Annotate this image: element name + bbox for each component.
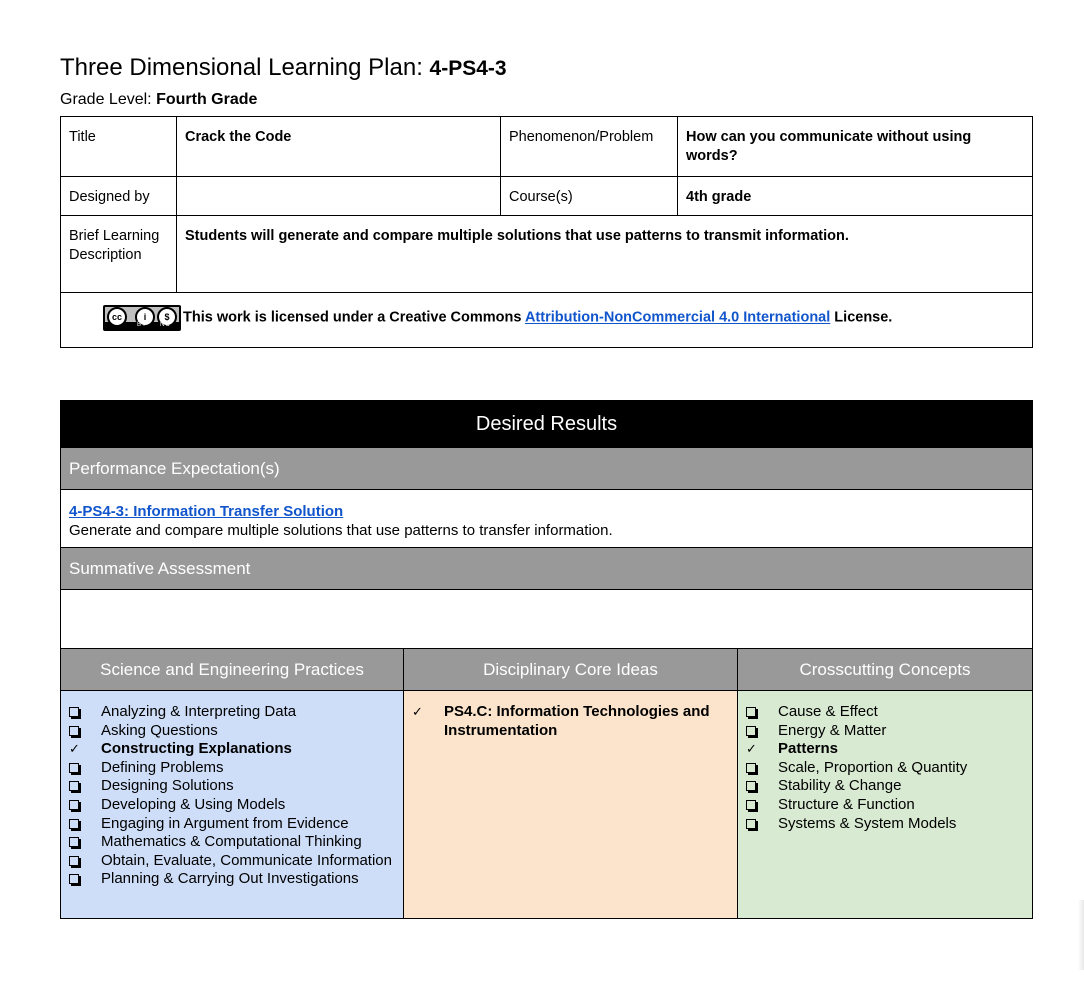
checkbox-icon[interactable] [746, 703, 762, 723]
license-cell [61, 293, 1033, 348]
checkbox-icon[interactable] [69, 796, 85, 816]
cc-list-cell [738, 691, 1033, 919]
designed-label-cell: Designed by [61, 177, 177, 216]
cc-item-label: Systems & System Models [778, 814, 957, 832]
checkbox-icon[interactable] [69, 703, 85, 723]
sep-item-label: Asking Questions [101, 721, 218, 739]
cc-item[interactable] [746, 796, 1026, 815]
checkbox-icon[interactable] [69, 870, 85, 890]
sep-item[interactable] [69, 703, 397, 722]
cc-list [746, 703, 1026, 833]
sep-item-label: Mathematics & Computational Thinking [101, 833, 362, 851]
brief-label-cell: Brief Learning Description [61, 216, 177, 293]
cc-item[interactable] [746, 703, 1026, 722]
performance-expectation-cell [61, 490, 1033, 548]
sep-item-label: Obtain, Evaluate, Communicate Information [101, 851, 392, 869]
sep-item-label: Defining Problems [101, 758, 224, 776]
sep-item-label: Constructing Explanations [101, 740, 292, 758]
dci-list [412, 703, 731, 740]
grade-value: Fourth Grade [156, 91, 258, 108]
checkbox-icon[interactable] [69, 777, 85, 797]
title-label-cell: Title [61, 117, 177, 177]
phenomenon-label-cell: Phenomenon/Problem [501, 117, 678, 177]
checkbox-icon[interactable] [746, 777, 762, 797]
checkbox-icon[interactable] [69, 815, 85, 835]
cc-item-label: Stability & Change [778, 777, 902, 795]
dci-item-label: PS4.C: Information Technologies and Instrumentation [444, 703, 710, 739]
phenomenon-value-cell[interactable]: How can you communicate without using words? [678, 117, 1033, 177]
sep-item[interactable] [69, 870, 397, 889]
scroll-edge [1078, 900, 1084, 970]
dci-list-cell [404, 691, 738, 919]
cc-item[interactable] [746, 740, 1026, 759]
checkbox-icon[interactable] [746, 722, 762, 742]
performance-expectations-heading: Performance Expectation(s) [61, 448, 1033, 490]
creative-commons-by-nc-icon[interactable]: cc i $ BY NC [103, 305, 181, 331]
checkbox-icon[interactable] [69, 722, 85, 742]
license-link[interactable]: Attribution-NonCommercial 4.0 International [524, 309, 831, 326]
desired-results-heading: Desired Results [61, 401, 1033, 448]
sep-item-label: Engaging in Argument from Evidence [101, 814, 349, 832]
checkbox-icon[interactable] [746, 815, 762, 835]
sep-item[interactable] [69, 722, 397, 741]
cc-item-label: Cause & Effect [778, 703, 878, 720]
title-value-cell[interactable]: Crack the Code [177, 117, 501, 177]
sep-list-cell [61, 691, 404, 919]
cc-item-label: Structure & Function [778, 795, 915, 813]
summative-assessment-cell[interactable] [61, 590, 1033, 649]
checkbox-icon[interactable] [746, 796, 762, 816]
license-text [183, 310, 892, 326]
sep-item-label: Designing Solutions [101, 777, 234, 795]
sep-item[interactable] [69, 852, 397, 871]
license-suffix: License. [830, 309, 893, 326]
page-title [60, 52, 507, 85]
plan-info-table [60, 116, 1033, 348]
dci-heading: Disciplinary Core Ideas [404, 649, 738, 691]
sep-item[interactable] [69, 740, 397, 759]
summative-assessment-heading: Summative Assessment [61, 548, 1033, 590]
pe-text: Generate and compare multiple solutions that use patterns to transfer information. [69, 522, 613, 539]
cc-item[interactable] [746, 722, 1026, 741]
sep-item-label: Planning & Carrying Out Investigations [101, 870, 359, 888]
cc-heading: Crosscutting Concepts [738, 649, 1033, 691]
license-prefix: This work is licensed under a Creative Commons [183, 309, 525, 326]
checkmark-icon[interactable]: ✓ [746, 741, 757, 757]
cc-item-label: Scale, Proportion & Quantity [778, 758, 968, 776]
course-value-cell[interactable]: 4th grade [678, 177, 1033, 216]
sep-item[interactable] [69, 759, 397, 778]
grade-level [60, 89, 257, 111]
pe-link[interactable]: 4-PS4-3: Information Transfer Solution [69, 503, 344, 520]
grade-label: Grade Level: [60, 91, 157, 108]
sep-item[interactable] [69, 815, 397, 834]
cc-item-label: Patterns [778, 740, 839, 758]
title-prefix: Three Dimensional Learning Plan: [60, 54, 430, 81]
checkmark-icon[interactable]: ✓ [69, 741, 80, 757]
cc-item[interactable] [746, 815, 1026, 834]
sep-item-label: Developing & Using Models [101, 795, 286, 813]
checkbox-icon[interactable] [746, 759, 762, 779]
brief-value-cell[interactable]: Students will generate and compare multiple solutions that use patterns to transmit information. [177, 216, 1033, 293]
dci-item[interactable] [412, 703, 731, 740]
sep-item[interactable] [69, 833, 397, 852]
checkbox-icon[interactable] [69, 759, 85, 779]
course-label-cell: Course(s) [501, 177, 678, 216]
sep-item[interactable] [69, 796, 397, 815]
checkbox-icon[interactable] [69, 833, 85, 853]
cc-item[interactable] [746, 759, 1026, 778]
sep-item-label: Analyzing & Interpreting Data [101, 703, 297, 720]
designed-value-cell[interactable] [177, 177, 501, 216]
sep-item[interactable] [69, 777, 397, 796]
title-code: 4-PS4-3 [429, 57, 507, 80]
cc-item-label: Energy & Matter [778, 721, 887, 739]
checkbox-icon[interactable] [69, 852, 85, 872]
checkmark-icon[interactable]: ✓ [412, 704, 423, 719]
sep-heading: Science and Engineering Practices [61, 649, 404, 691]
desired-results-table [60, 400, 1033, 919]
cc-item[interactable] [746, 777, 1026, 796]
sep-list [69, 703, 397, 889]
